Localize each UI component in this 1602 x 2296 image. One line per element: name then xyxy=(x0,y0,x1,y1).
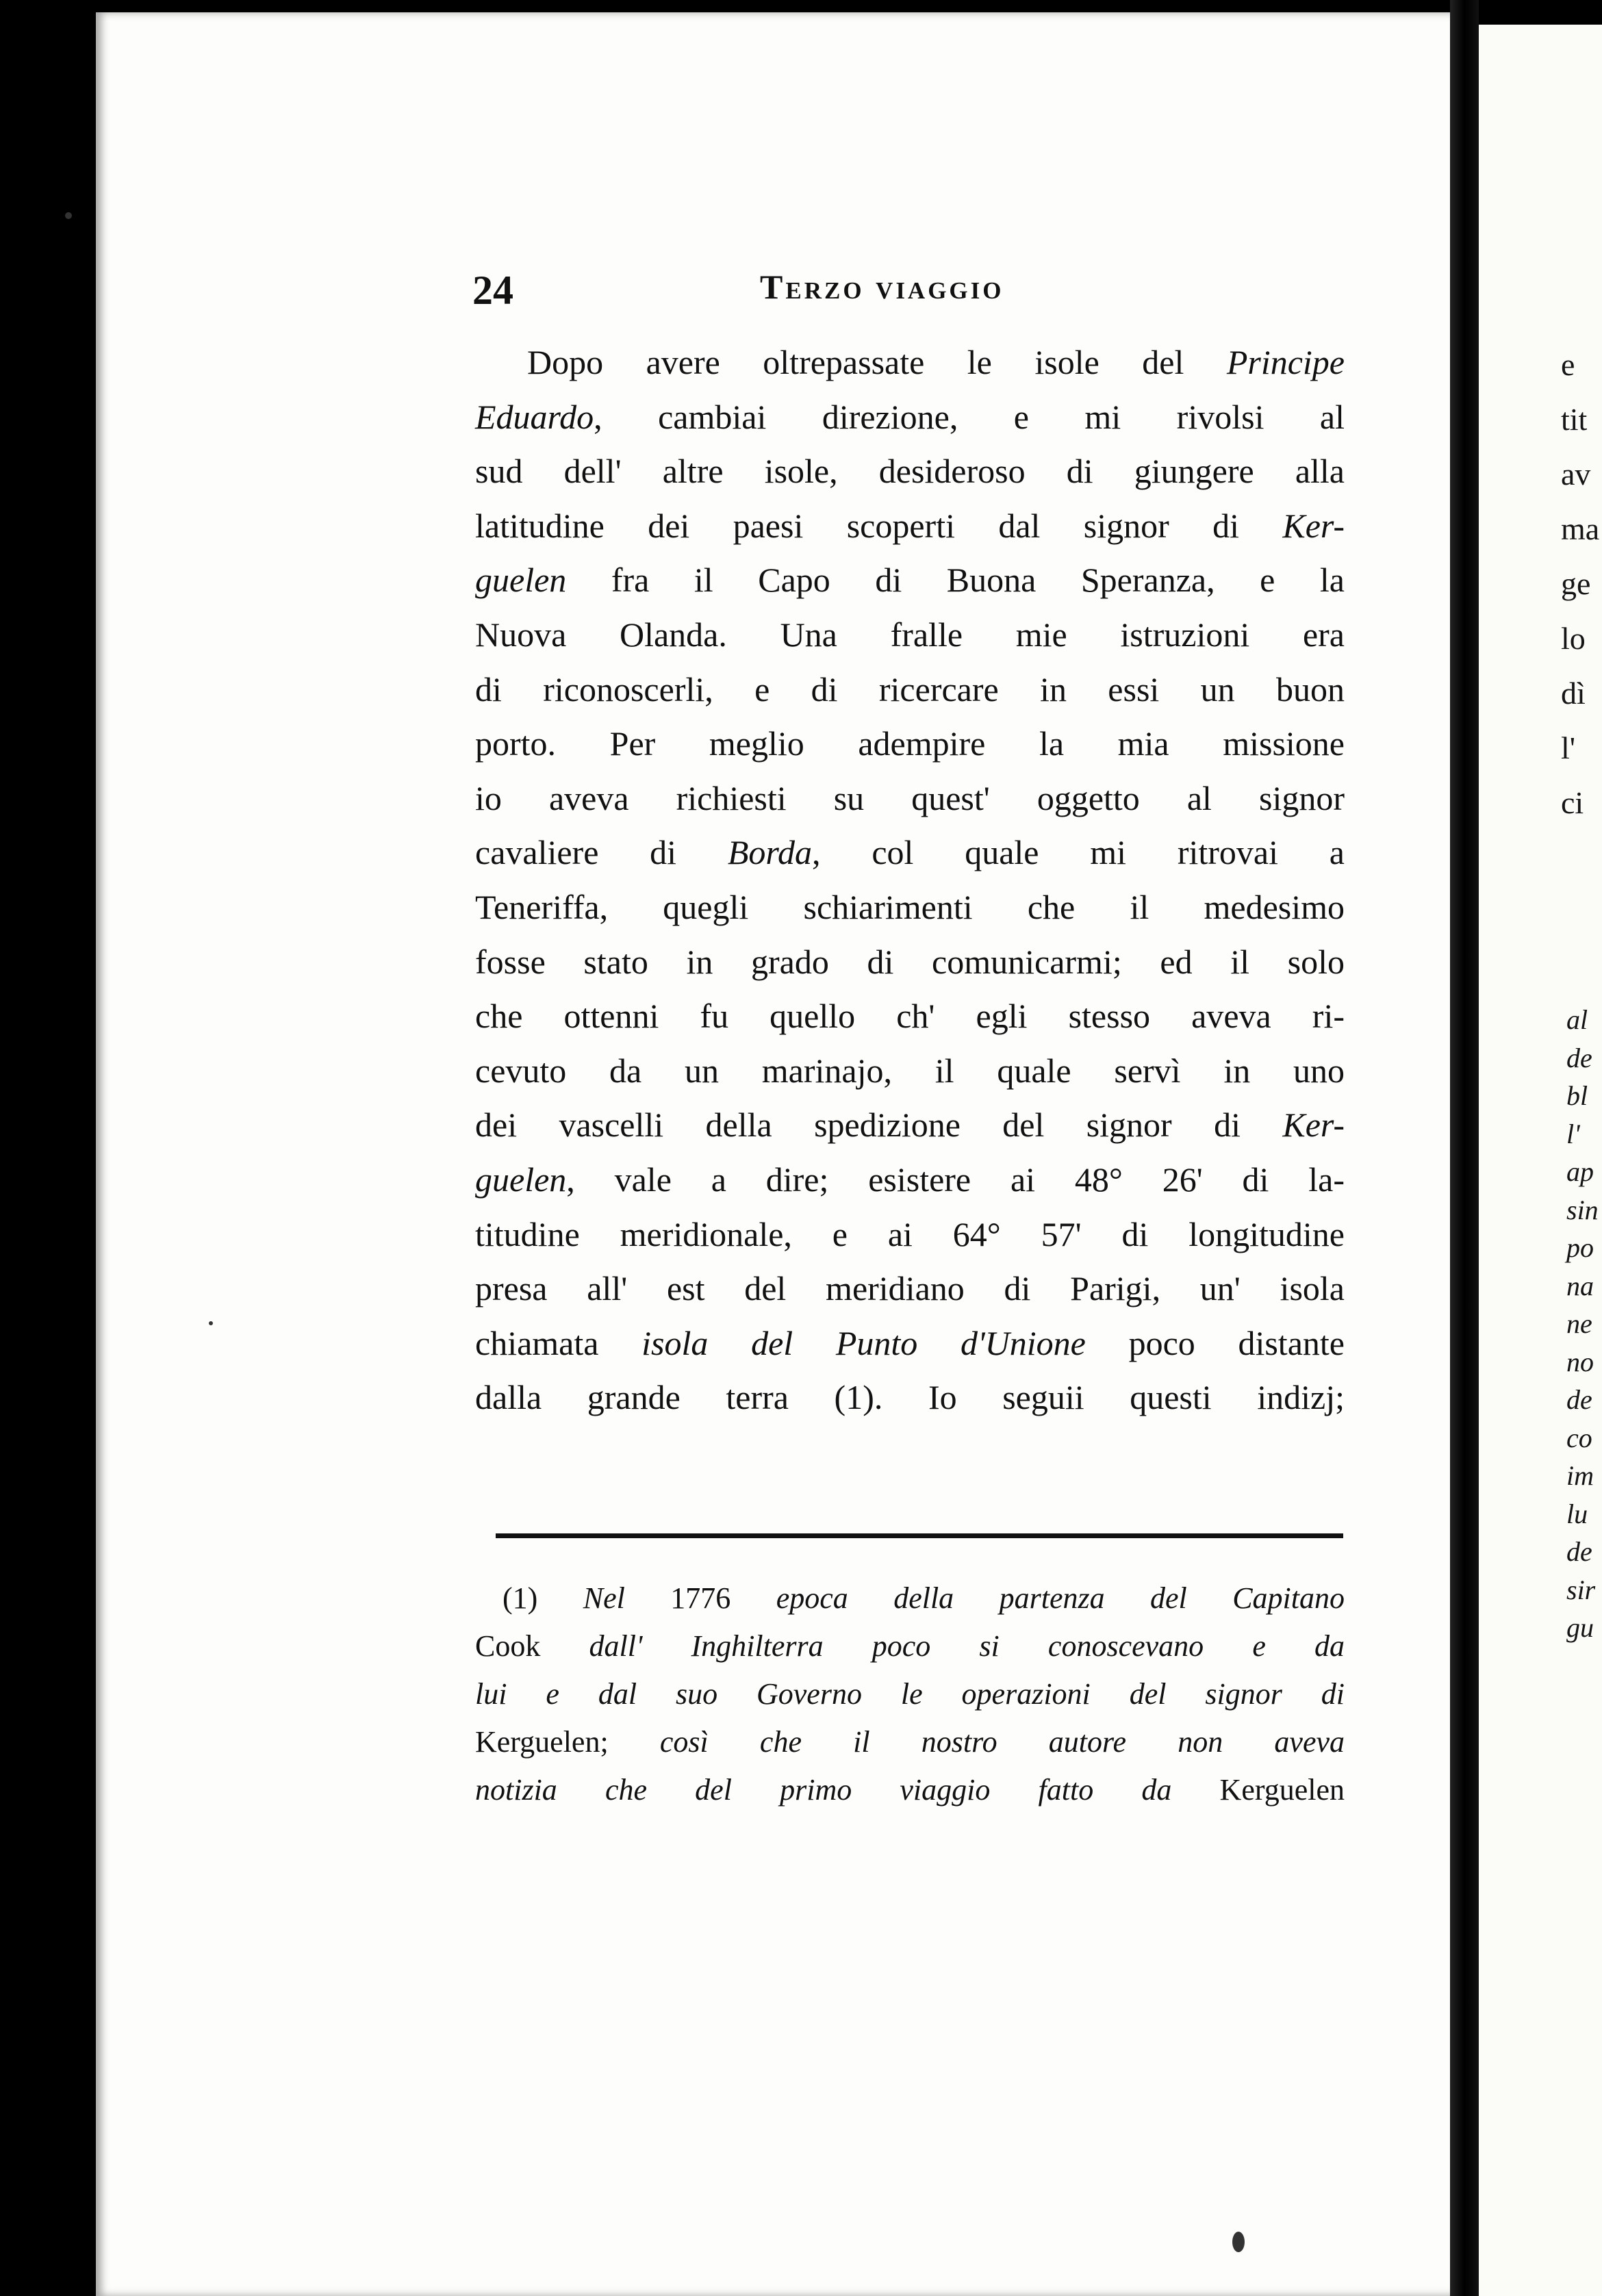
text-run: così che il nostro autore non aveva xyxy=(659,1725,1345,1759)
text-run: poco distante xyxy=(1085,1323,1345,1362)
text-run: Nel xyxy=(583,1581,625,1615)
text-run: Kerguelen xyxy=(1171,1773,1345,1807)
text-run: sud dell' altre isole, desideroso di giungere alla xyxy=(475,452,1345,491)
facing-text-fragment: po xyxy=(1566,1232,1594,1263)
text-line xyxy=(475,444,1345,499)
text-run: porto. Per meglio adempire la mia missione xyxy=(475,724,1345,763)
text-run: guelen xyxy=(475,561,567,600)
text-run: cevuto da un marinajo, il quale servì in uno xyxy=(475,1051,1345,1090)
text-run: Dopo avere oltrepassate le isole del xyxy=(527,343,1227,381)
text-run: dalla grande terra (1). Io seguii questi indizj; xyxy=(475,1378,1345,1417)
text-line xyxy=(475,880,1345,935)
facing-text-fragment: dì xyxy=(1561,676,1586,711)
text-run: Borda xyxy=(727,833,813,872)
text-line xyxy=(475,553,1345,608)
facing-text-fragment: gu xyxy=(1566,1612,1594,1643)
text-line xyxy=(475,608,1345,663)
text-line xyxy=(475,1262,1345,1316)
text-run: Nuova Olanda. Una fralle mie istruzioni era xyxy=(475,615,1345,654)
page-number: 24 xyxy=(472,268,513,313)
text-line xyxy=(475,1574,1345,1622)
text-line xyxy=(475,390,1345,445)
text-line xyxy=(475,717,1345,771)
text-run: notizia che del primo viaggio fatto da xyxy=(475,1773,1172,1807)
text-run: Kerguelen; xyxy=(475,1725,660,1759)
facing-text-fragment: no xyxy=(1566,1346,1594,1377)
facing-text-fragment: im xyxy=(1566,1460,1594,1491)
text-line xyxy=(475,826,1345,880)
text-run: chiamata xyxy=(475,1323,642,1362)
text-run: Ker- xyxy=(1282,1106,1345,1145)
text-run: io aveva richiesti su quest' oggetto al signor xyxy=(475,778,1345,817)
text-run: Cook xyxy=(475,1629,589,1663)
scan-speck xyxy=(65,212,72,219)
text-run: , col quale mi ritrovai a xyxy=(812,833,1345,872)
text-run: presa all' est del meridiano di Parigi, un' isola xyxy=(475,1269,1345,1308)
text-run: Eduardo xyxy=(475,397,594,436)
facing-text-fragment: de xyxy=(1566,1384,1592,1415)
book-gutter xyxy=(1450,0,1479,2296)
facing-text-fragment: al xyxy=(1566,1004,1588,1035)
text-line xyxy=(475,1153,1345,1208)
scan-speck xyxy=(1232,2232,1245,2252)
facing-text-fragment: ne xyxy=(1566,1308,1592,1339)
text-run: titudine meridionale, e ai 64° 57' di longitudine xyxy=(475,1214,1345,1253)
facing-text-fragment: ap xyxy=(1566,1156,1594,1187)
facing-text-fragment: tit xyxy=(1561,402,1588,437)
facing-text-fragment: e xyxy=(1561,347,1575,382)
facing-text-fragment: ci xyxy=(1561,785,1584,820)
page-header xyxy=(472,267,1349,322)
scan-speck xyxy=(209,1321,213,1325)
text-run: dall' Inghilterra poco si conoscevano e da xyxy=(589,1629,1345,1663)
text-run: Principe xyxy=(1226,343,1345,381)
text-run: fosse stato in grado di comunicarmi; ed il solo xyxy=(475,942,1345,981)
text-line xyxy=(475,989,1345,1044)
text-run: guelen xyxy=(475,1160,567,1199)
text-run: dei vascelli della spedizione del signor di xyxy=(475,1106,1283,1145)
text-line xyxy=(475,935,1345,990)
main-text xyxy=(475,335,1345,1425)
facing-text-fragment: co xyxy=(1566,1422,1592,1453)
text-line xyxy=(475,1766,1345,1814)
text-line xyxy=(475,1316,1345,1371)
text-run: (1) xyxy=(503,1581,583,1615)
facing-text-fragment: de xyxy=(1566,1536,1592,1567)
text-run: Teneriffa, quegli schiarimenti che il medesimo xyxy=(475,887,1345,926)
text-run: latitudine dei paesi scoperti dal signor di xyxy=(475,506,1283,545)
facing-text-fragment: de xyxy=(1566,1042,1592,1073)
text-line xyxy=(475,771,1345,826)
text-line xyxy=(475,1370,1345,1425)
running-title: Terzo viaggio xyxy=(760,268,1004,306)
facing-text-fragment: l' xyxy=(1561,730,1576,765)
facing-text-fragment: av xyxy=(1561,457,1591,492)
text-line xyxy=(475,1622,1345,1670)
facing-text-fragment: na xyxy=(1566,1270,1594,1301)
facing-text-fragment: lu xyxy=(1566,1498,1588,1529)
text-line xyxy=(475,1208,1345,1262)
facing-text-fragment: ma xyxy=(1561,511,1600,546)
text-run: che ottenni fu quello ch' egli stesso aveva ri- xyxy=(475,997,1345,1036)
footnote xyxy=(475,1574,1345,1814)
text-run: fra il Capo di Buona Speranza, e la xyxy=(566,561,1345,600)
text-run: , cambiai direzione, e mi rivolsi al xyxy=(594,397,1345,436)
footnote-rule xyxy=(496,1533,1343,1538)
text-line xyxy=(475,1670,1345,1718)
text-line xyxy=(475,663,1345,717)
text-line xyxy=(475,1098,1345,1153)
facing-text-fragment: l' xyxy=(1566,1118,1580,1149)
text-run: cavaliere di xyxy=(475,833,728,872)
facing-text-fragment: ge xyxy=(1561,566,1591,601)
text-run: epoca della partenza del Capitano xyxy=(776,1581,1345,1615)
facing-text-fragment: sin xyxy=(1566,1194,1599,1225)
facing-text-fragment: sir xyxy=(1566,1574,1596,1605)
text-run: Ker- xyxy=(1282,506,1345,545)
facing-text-fragment: bl xyxy=(1566,1080,1588,1111)
text-line xyxy=(475,335,1345,390)
text-line xyxy=(475,1044,1345,1099)
text-line xyxy=(475,1718,1345,1766)
facing-page xyxy=(1479,25,1602,2296)
text-run: isola del Punto d'Unione xyxy=(641,1323,1086,1362)
scan-left-margin xyxy=(0,0,103,2296)
text-run: 1776 xyxy=(624,1581,776,1615)
text-run: di riconoscerli, e di ricercare in essi un buon xyxy=(475,669,1345,709)
facing-text-fragment: lo xyxy=(1561,621,1586,656)
text-run: lui e dal suo Governo le operazioni del signor di xyxy=(475,1677,1345,1711)
text-run: , vale a dire; esistere ai 48° 26' di la- xyxy=(566,1160,1345,1199)
text-line xyxy=(475,499,1345,554)
